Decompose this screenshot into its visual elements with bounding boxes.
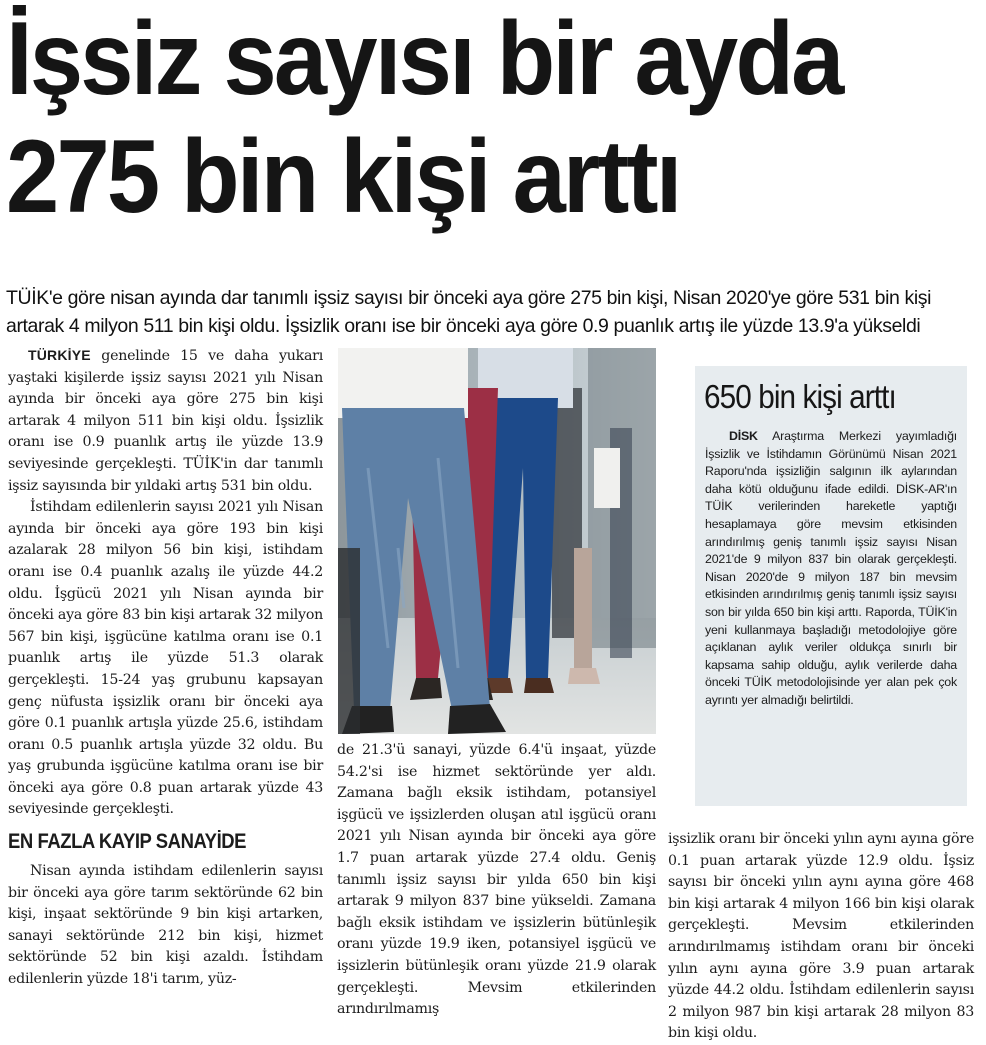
- headline: [6, 0, 904, 236]
- article-column-2: [337, 740, 656, 1021]
- sidebar-box: [695, 366, 967, 806]
- spot-summary: TÜİK'e göre nisan ayında dar tanımlı işsiz sayısı bir önceki aya göre 275 bin kişi, Nisan 2020'ye göre 531 bin kişi artarak 4 milyon 511 bin kişi oldu. İşsizlik oranı ise bir önceki aya göre 0.9 puanlık artış ile yüzde 13.9'a yükseldi: [6, 287, 932, 337]
- sidebar-title: 650 bin kişi arttı: [704, 378, 896, 415]
- article-photo: [338, 348, 656, 734]
- column1-paragraph-2: İstihdam edilenlerin sayısı 2021 yılı Nisan ayında bir önceki aya göre 193 bin kişi azalarak 28 milyon 56 bin kişi, istihdam oranı ise 0.4 puanlık azalış ile yüzde 44.2 oldu. İşgücü 2021 yılı Nisan ayında bir önceki aya göre 83 bin kişi artarak 32 milyon 567 bin kişi, işgücüne katılma oranı ise 0.1 puanlık artış ile yüzde 51.3 olarak gerçekleşti. 15-24 yaş grubunu kapsayan genç nüfusta işsizlik oranı bir önceki aya göre 0.1 puanlık artışla yüzde 25.6, istihdam oranı 0.5 puanlık artışla yüzde 32 oldu. Bu yaş grubunda işgücüne katılma oranı ise bir önceki aya göre 0.8 puan artarak yüzde 43 seviyesinde gerçekleşti.: [8, 499, 323, 818]
- sidebar-lead-word: DİSK: [729, 429, 758, 443]
- column1-paragraph-1: [8, 345, 323, 497]
- article-column-3: [668, 829, 974, 1045]
- sidebar-body-text: Araştırma Merkezi yayımladığı İşsizlik ve İstihdamın Görünümü Nisan 2021 Raporu'nda işsizliğin salgının ilk aylarından daha kötü olduğunu ifade edildi. DİSK-AR'ın TÜİK verilerinden hareketle yaptığı hesaplamaya göre mevsim etkisinden arındırılmış geniş tanımlı işsiz sayısı Nisan 2021'de 9 milyon 837 bin olarak gerçekleşti. Nisan 2020'de 9 milyon 187 bin mevsim etkisinden arındırılmış geniş tanımlı işsiz sayısı son bir yılda 650 bin kişi arttı. Raporda, TÜİK'in yeni kullanmaya başladığı metodolojiye göre açıklanan aylık veriler oldukça sınırlı bir kapsama sahip olduğu, aylık verilerde daha önceki TÜİK metodolojisinde yer alan pek çok ayrıntı yer almadığı belirtildi.: [705, 429, 957, 707]
- headline-line-2: 275 bin kişi arttı: [6, 119, 680, 235]
- column2-paragraph-1: de 21.3'ü sanayi, yüzde 6.4'ü inşaat, yüzde 54.2'si ise hizmet sektöründe yer aldı. Zamana bağlı eksik istihdam, potansiyel işgücü ve işsizlerden oluşan atıl işgücü oranı 2021 yılı Nisan ayında bir önceki aya göre 1.7 puan artarak yüzde 27.4 oldu. Geniş tanımlı işsiz sayısı bir yılda 650 bin kişi artarak 9 milyon 837 bine yükseldi. Zamana bağlı eksik istihdam ve işsizlerin bütünleşik oranı yüzde 19.9 iken, potansiyel işgücü ve işsizlerin bütünleşik oranı yüzde 21.9 olarak gerçekleşti. Mevsim etkilerinden arındırılmamış: [337, 742, 656, 1018]
- lead-word: TÜRKİYE: [28, 347, 91, 363]
- column1-p1-text: genelinde 15 ve daha yukarı yaştaki kişilerde işsiz sayısı 2021 yılı Nisan ayında bir önceki aya göre 275 bin kişi artarak 4 milyon 511 bin kişi oldu. İşsizlik oranı ise 0.9 puanlık artış ile yüzde 13.9 seviyesinde gerçekleşti. TÜİK'in dar tanımlı işsiz sayısında bir yıldaki artış 531 bin oldu.: [8, 348, 323, 494]
- section-subhead: EN FAZLA KAYIP SANAYİDE: [8, 830, 247, 854]
- sidebar-body: [695, 422, 967, 710]
- article-column-1: [8, 345, 323, 991]
- column3-paragraph-1: işsizlik oranı bir önceki yılın aynı ayına göre 0.1 puan artarak yüzde 12.9 oldu. İşsiz sayısı bir önceki yılın aynı ayına göre 468 bin kişi artarak 4 milyon 166 bin kişi olarak gerçekleşti. Mevsim etkilerinden arındırılmamış istihdam oranı bir önceki yılın aynı ayına göre 3.9 puan artarak yüzde 44.2 oldu. İstihdam edilenlerin sayısı 2 milyon 987 bin kişi artarak 28 milyon 83 bin kişi oldu.: [668, 831, 974, 1042]
- walking-people-photo: [338, 348, 656, 734]
- headline-line-1: İşsiz sayısı bir ayda: [6, 1, 842, 117]
- column1-paragraph-3: Nisan ayında istihdam edilenlerin sayısı bir önceki aya göre tarım sektöründe 62 bin kişi, inşaat sektöründe 9 bin kişi artarken, sanayi sektöründe 212 bin kişi, hizmet sektöründe 52 bin kişi azaldı. İstihdam edilenlerin yüzde 18'i tarım, yüz-: [8, 863, 323, 988]
